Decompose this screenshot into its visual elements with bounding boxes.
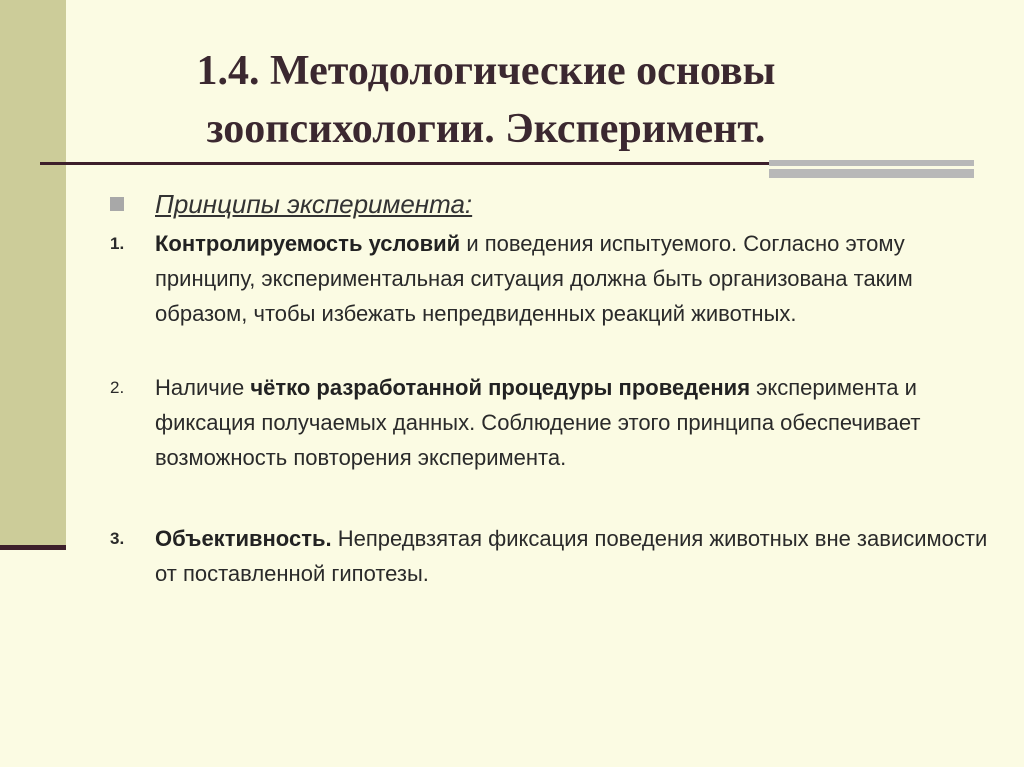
subheading	[110, 188, 990, 220]
list-item-1	[110, 226, 990, 331]
slide-body	[110, 188, 990, 591]
list-item-3-text: Непредвзятая фиксация поведения животных вне зависимости от поставленной гипотезы.	[155, 526, 988, 586]
list-item-2-bold: чётко разработанной процедуры проведения	[250, 375, 751, 400]
list-item-3	[110, 521, 990, 591]
side-band-rule	[0, 545, 66, 550]
title-line-1: 1.4. Методологические основы	[196, 48, 776, 94]
list-number-1: 1.	[110, 234, 125, 253]
list-item-3-bold: Объективность.	[155, 526, 332, 551]
list-number-2: 2.	[110, 378, 125, 397]
title-line-2: зоопсихологии. Эксперимент.	[206, 106, 766, 152]
list-item-1-text: и поведения испытуемого. Согласно этому принципу, экспериментальная ситуация должна быть организована таким образом, чтобы избежать непредвиденных реакций животных.	[155, 231, 913, 326]
square-bullet-icon	[110, 197, 124, 211]
list-item-1-bold: Контролируемость условий	[155, 231, 461, 256]
list-item-2	[110, 370, 990, 475]
list-number-3: 3.	[110, 529, 125, 548]
list-item-2-prefix: Наличие	[155, 375, 251, 400]
side-band	[0, 0, 66, 545]
slide-title	[66, 42, 906, 158]
subheading-text: Принципы эксперимента:	[155, 189, 473, 219]
list-item-2-text: эксперимента и фиксация получаемых данных. Соблюдение этого принципа обеспечивает возможность повторения эксперимента.	[155, 375, 921, 470]
title-accent-bars	[769, 160, 974, 178]
